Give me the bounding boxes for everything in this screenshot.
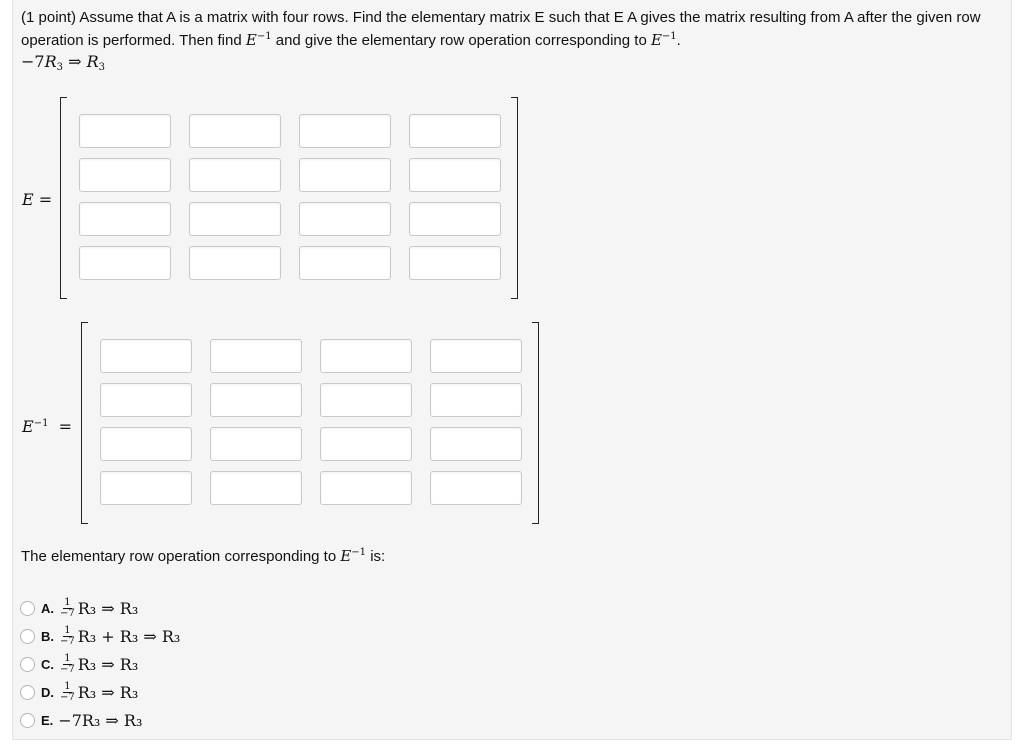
problem-period: .	[676, 32, 681, 49]
radio-e[interactable]	[20, 713, 35, 728]
matrix-e-cell-r3c2[interactable]	[189, 202, 281, 236]
matrix-einv-cell-r3c1[interactable]	[100, 427, 192, 461]
matrix-e-symbol: E	[22, 190, 34, 209]
choice-b-expr: R₃ + R₃ ⇒ R₃	[77, 626, 181, 646]
question-symbol: E	[340, 547, 352, 565]
matrix-e-equals: =	[38, 190, 53, 209]
question-text-end: is:	[366, 548, 386, 565]
matrix-e-cell-r1c2[interactable]	[189, 114, 281, 148]
matrix-einv-cell-r2c2[interactable]	[210, 383, 302, 417]
matrix-e-cell-r1c1[interactable]	[79, 114, 171, 148]
choice-c-fraction	[59, 654, 76, 675]
matrix-e-cell-r3c4[interactable]	[409, 202, 501, 236]
choice-b-num: 1	[64, 624, 71, 636]
choice-a-letter: A.	[41, 600, 54, 616]
choice-e-letter: E.	[41, 712, 54, 728]
choice-a-den: −7	[60, 607, 75, 619]
problem-text-1: (1 point) Assume that A is a matrix with four rows. Find the elementary matrix E such that E A gives the matrix resulting from A after the given row operation is performed. Then find	[21, 9, 981, 49]
choice-b-letter: B.	[41, 628, 54, 644]
op-coefficient: −7	[21, 52, 45, 71]
op-target-index: 3	[98, 62, 106, 73]
matrix-einv-cell-r3c4[interactable]	[430, 427, 522, 461]
matrix-e-cell-r2c3[interactable]	[299, 158, 391, 192]
matrix-einv-cell-r3c2[interactable]	[210, 427, 302, 461]
choice-b-fraction	[59, 626, 76, 647]
problem-statement	[21, 6, 1001, 52]
choice-e-expr: −7R₃ ⇒ R₃	[58, 710, 143, 730]
matrix-e-left-bracket	[60, 97, 67, 299]
choice-c-letter: C.	[41, 656, 54, 672]
inverse-symbol-2: E	[650, 31, 662, 49]
matrix-einv-label	[22, 417, 72, 436]
choice-d[interactable]	[20, 680, 138, 704]
matrix-einv-cell-r4c1[interactable]	[100, 471, 192, 505]
matrix-einv-equals: =	[58, 417, 73, 436]
question-text: The elementary row operation corresponding to	[21, 548, 341, 565]
choice-c[interactable]	[20, 652, 138, 676]
choice-b-den: −7	[60, 635, 75, 647]
inverse-symbol: E	[245, 31, 257, 49]
matrix-einv-exponent: −1	[33, 418, 49, 429]
choice-c-den: −7	[60, 663, 75, 675]
radio-b[interactable]	[20, 629, 35, 644]
matrix-einv-cell-r1c4[interactable]	[430, 339, 522, 373]
matrix-einv-left-bracket	[81, 322, 88, 524]
matrix-e-cell-r3c1[interactable]	[79, 202, 171, 236]
choice-e[interactable]	[20, 708, 142, 732]
matrix-e-cell-r1c3[interactable]	[299, 114, 391, 148]
op-arrow: ⇒	[68, 52, 82, 71]
matrix-e-label	[22, 190, 52, 209]
matrix-e-cell-r3c3[interactable]	[299, 202, 391, 236]
matrix-e-cell-r2c4[interactable]	[409, 158, 501, 192]
matrix-e-cell-r4c2[interactable]	[189, 246, 281, 280]
matrix-e-cell-r4c4[interactable]	[409, 246, 501, 280]
choice-d-letter: D.	[41, 684, 54, 700]
matrix-e-cell-r2c2[interactable]	[189, 158, 281, 192]
matrix-e-right-bracket	[511, 97, 518, 299]
radio-d[interactable]	[20, 685, 35, 700]
inverse-exponent-2: −1	[661, 31, 677, 42]
choice-question	[21, 547, 385, 565]
choice-c-num: 1	[64, 652, 71, 664]
choice-a-num: 1	[64, 596, 71, 608]
matrix-einv-cell-r4c4[interactable]	[430, 471, 522, 505]
radio-c[interactable]	[20, 657, 35, 672]
matrix-einv-cell-r1c1[interactable]	[100, 339, 192, 373]
choice-d-expr: R₃ ⇒ R₃	[77, 682, 139, 702]
matrix-e-cell-r2c1[interactable]	[79, 158, 171, 192]
choice-c-expr: R₃ ⇒ R₃	[77, 654, 139, 674]
matrix-einv-cell-r1c3[interactable]	[320, 339, 412, 373]
op-row-index: 3	[56, 62, 64, 73]
choice-b[interactable]	[20, 624, 180, 648]
matrix-einv-cell-r2c3[interactable]	[320, 383, 412, 417]
matrix-einv-cell-r2c4[interactable]	[430, 383, 522, 417]
matrix-e-cell-r1c4[interactable]	[409, 114, 501, 148]
matrix-e-cell-r4c3[interactable]	[299, 246, 391, 280]
matrix-einv-cell-r2c1[interactable]	[100, 383, 192, 417]
op-row: R	[44, 52, 57, 71]
choice-a[interactable]	[20, 596, 138, 620]
row-operation	[21, 52, 105, 71]
choice-a-fraction	[59, 598, 76, 619]
inverse-exponent: −1	[256, 31, 272, 42]
question-exponent: −1	[351, 547, 367, 558]
matrix-einv-cell-r4c3[interactable]	[320, 471, 412, 505]
matrix-einv-symbol: E	[22, 417, 34, 436]
op-target: R	[86, 52, 99, 71]
matrix-einv-cell-r4c2[interactable]	[210, 471, 302, 505]
radio-a[interactable]	[20, 601, 35, 616]
matrix-einv-cell-r3c3[interactable]	[320, 427, 412, 461]
matrix-einv-right-bracket	[532, 322, 539, 524]
matrix-einv-cell-r1c2[interactable]	[210, 339, 302, 373]
choice-d-fraction	[59, 682, 76, 703]
choice-a-expr: R₃ ⇒ R₃	[77, 598, 139, 618]
problem-text-2: and give the elementary row operation corresponding to	[271, 32, 651, 49]
matrix-e-cell-r4c1[interactable]	[79, 246, 171, 280]
choice-d-den: −7	[60, 691, 75, 703]
choice-d-num: 1	[64, 680, 71, 692]
